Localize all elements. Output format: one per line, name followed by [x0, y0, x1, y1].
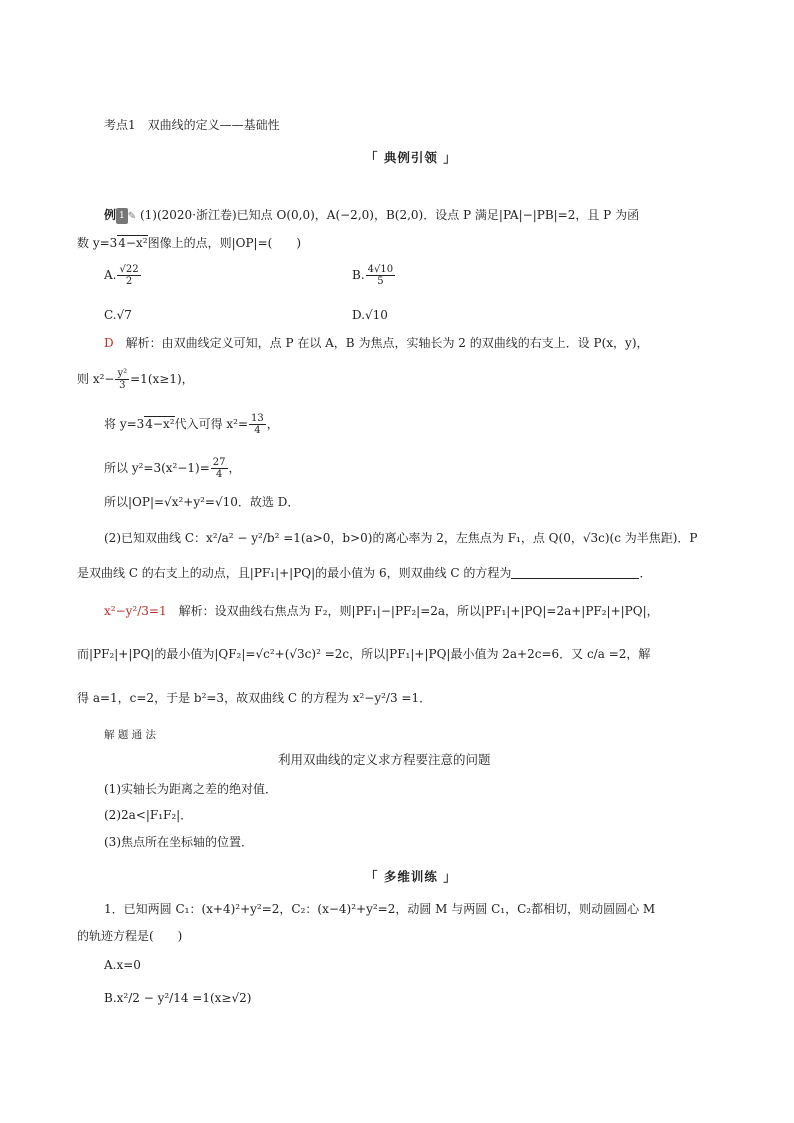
q2-line2-text: 是双曲线 C 的右支上的动点，且|PF₁|+|PQ|的最小值为 6，则双曲线 C 的方程为: [77, 566, 512, 580]
sol-line2-pre: 则 x²−: [77, 372, 115, 386]
pen-icon: ✎: [127, 211, 137, 222]
method-item-1: (1)实轴长为距离之差的绝对值．: [104, 782, 277, 796]
example-label: 例: [104, 208, 117, 222]
q2-line2-end: ．: [639, 566, 652, 580]
method-label: 解 题 通 法: [104, 729, 157, 741]
sol-line4-den: 4: [211, 468, 228, 480]
exercise-1-line1: 1．已知两圆 C₁：(x+4)²+y²=2，C₂：(x−4)²+y²=2，动圆 M 与两圆 C₁，C₂都相切，则动圆圆心 M: [104, 902, 656, 916]
option-d: D.√10: [352, 308, 388, 322]
solution-1-answer: D: [104, 336, 114, 350]
solution-1-text: 解析：由双曲线定义可知，点 P 在以 A，B 为焦点，实轴长为 2 的双曲线的右支上．设 P(x，y)，: [113, 336, 649, 350]
sol-line3-pre: 将 y=3: [104, 417, 145, 431]
sol-line3-den: 4: [249, 424, 266, 436]
option-a-label: A.: [104, 268, 117, 282]
example-1-question-line2: [77, 235, 301, 251]
method-item-2: (2)2a<|F₁F₂|．: [104, 808, 193, 822]
option-b-num: 4√10: [367, 264, 394, 275]
exercise-1-option-b: B.x²/2 − y²/14 =1(x≥√2): [104, 991, 252, 1005]
example-1-question-line1: [104, 207, 639, 225]
solution-1-line3: [104, 413, 279, 436]
solution-2-text1: 解析：设双曲线右焦点为 F₂，则|PF₁|−|PF₂|=2a，所以|PF₁|+|PQ|=2a+|PF₂|+|PQ|，: [166, 604, 659, 618]
solution-2-line1: [104, 603, 659, 619]
solution-2-answer: x²−y²/3=1: [104, 604, 167, 618]
section-title: 考点1 双曲线的定义——基础性: [104, 118, 280, 132]
solution-1-line5: 所以|OP|=√x²+y²=√10．故选 D．: [104, 495, 300, 509]
solution-2-line3: 得 a=1，c=2，于是 b²=3，故双曲线 C 的方程为 x²−y²/3 =1．: [77, 691, 432, 705]
solution-1-line2: [77, 368, 194, 391]
q1-line1: (1)(2020·浙江卷)已知点 O(0,0)，A(−2,0)，B(2,0)．设点 P 满足|PA|−|PB|=2，且 P 为函: [139, 208, 640, 222]
sol-line4-pre: 所以 y²=3(x²−1)=: [104, 461, 210, 475]
sol-line3-num: 13: [251, 413, 264, 424]
solution-1-line4: [104, 457, 241, 480]
sol-line3-mid: 代入可得 x²=: [174, 417, 249, 431]
sol-line2-num: y²: [117, 368, 128, 379]
sol-line2-post: =1(x≥1)，: [130, 372, 194, 386]
option-b: [352, 264, 396, 287]
sol-line3-radical: 4−x²: [145, 417, 175, 431]
answer-blank: [511, 566, 639, 579]
sol-line4-post: ，: [228, 461, 241, 475]
option-b-den: 5: [366, 275, 395, 287]
q1-line2-post: 图像上的点，则|OP|=( ): [147, 236, 301, 250]
option-c: C.√7: [104, 308, 132, 322]
sol-line3-post: ，: [266, 417, 279, 431]
exercise-1-option-a: A.x=0: [104, 958, 141, 972]
q2-line1: (2)已知双曲线 C：x²/a² − y²/b² =1(a>0，b>0)的离心率为 2，左焦点为 F₁，点 Q(0，√3c)(c 为半焦距)．P: [104, 531, 698, 545]
method-item-3: (3)焦点所在坐标轴的位置．: [104, 835, 253, 849]
option-b-label: B.: [352, 268, 365, 282]
q1-line2-radical: 4−x²: [118, 236, 148, 250]
solution-2-line2: 而|PF₂|+|PQ|的最小值为|QF₂|=√c²+(√3c)² =2c，所以|PF₁|+|PQ|最小值为 2a+2c=6．又 c/a =2，解: [77, 647, 651, 661]
option-a-num: √22: [119, 264, 139, 275]
sol-line4-num: 27: [212, 457, 226, 468]
method-title: 利用双曲线的定义求方程要注意的问题: [278, 752, 491, 767]
solution-1-line1: [104, 335, 649, 351]
exercise-1-line2: 的轨迹方程是( ): [77, 929, 183, 943]
example-number-badge: 1: [116, 208, 128, 224]
sol-line2-den: 3: [115, 379, 129, 391]
q2-line2: [77, 565, 651, 581]
q1-line2-pre: 数 y=3: [77, 236, 118, 250]
heading-examples: 「 典例引领 」: [365, 150, 457, 165]
option-a-den: 2: [117, 275, 140, 287]
option-a: [104, 264, 142, 287]
heading-training: 「 多维训练 」: [365, 869, 457, 884]
